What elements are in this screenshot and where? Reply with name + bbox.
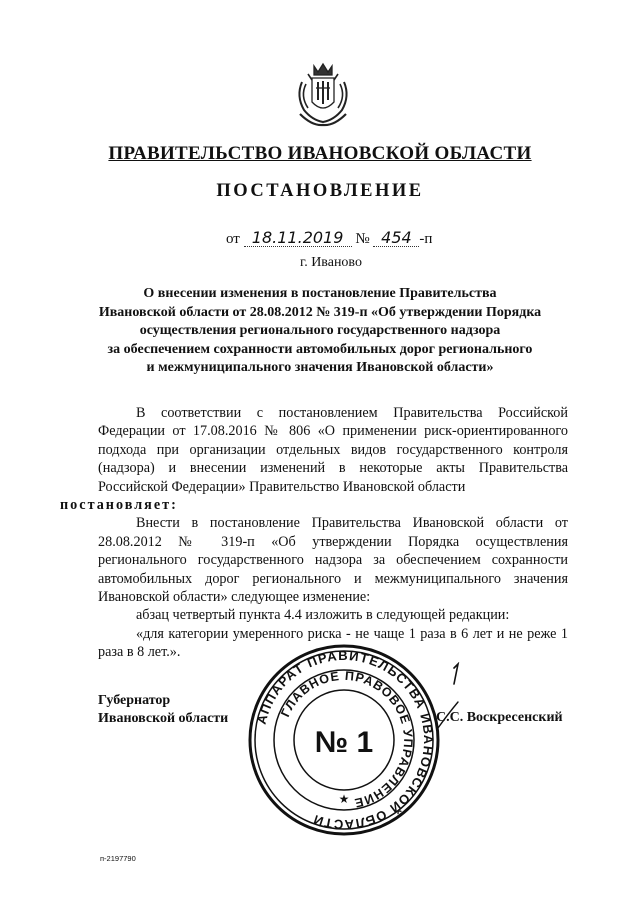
date-prefix: от <box>226 231 240 247</box>
signatory-title <box>98 692 228 728</box>
number-prefix: № <box>355 231 370 247</box>
paragraph-instruction: абзац четвертый пункта 4.4 изложить в следующей редакции: <box>136 607 510 624</box>
document-body <box>60 404 568 662</box>
signatory-name: С.С. Воскресенский <box>436 710 563 725</box>
paragraph-amendment: Внести в постановление Правительства Ивановской области от 28.08.2012 № 319-п «Об утверждении Порядка осуществления регионального государственного надзора за обеспечением сохранности автомобильных дорог регионального и межмуниципального значения Ивановской области» следующее изменение: <box>98 515 568 606</box>
subject-line: О внесении изменения в постановление Правительства <box>143 286 497 301</box>
date-value: 18.11.2019 <box>244 230 352 247</box>
number-suffix: -п <box>419 231 433 247</box>
official-stamp <box>247 643 441 837</box>
stamp-inner-text: ГЛАВНОЕ ПРАВОВОЕ УПРАВЛЕНИЕ <box>278 668 416 811</box>
city: г. Иваново <box>300 255 362 270</box>
stamp-star-icon: ★ <box>338 792 350 806</box>
stamp-number: № 1 <box>314 726 374 759</box>
number-value: 454 <box>373 230 419 247</box>
stamp-outer-text: АППАРАТ ПРАВИТЕЛЬСТВА ИВАНОВСКОЙ ОБЛАСТИ <box>253 647 437 833</box>
coat-of-arms-icon <box>292 62 354 128</box>
paragraph-new-text: «для категории умеренного риска - не чаще 1 раза в 6 лет и не реже 1 раза в 8 лет.». <box>98 625 568 661</box>
government-title: ПРАВИТЕЛЬСТВО ИВАНОВСКОЙ ОБЛАСТИ <box>108 143 532 164</box>
subject-line: и межмуниципального значения Ивановской области» <box>146 360 494 375</box>
signatory-title-line: Ивановской области <box>98 711 229 726</box>
subject-line: за обеспечением сохранности автомобильных дорог регионального <box>107 341 533 357</box>
document-code: п-2197790 <box>100 854 136 863</box>
subject-line: осуществления регионального государственного надзора <box>139 323 501 338</box>
signatory-title-line: Губернатор <box>98 693 171 708</box>
date-number-row <box>226 230 432 248</box>
document-type: ПОСТАНОВЛЕНИЕ <box>216 181 424 201</box>
subject-line: Ивановской области от 28.08.2012 № 319-п «Об утверждении Порядка <box>98 304 542 320</box>
basis-text: В соответствии с постановлением Правительства Российской Федерации от 17.08.2016 № 806 «О применении риск-ориентированного подхода при организации отдельных видов государственного контроля (надзора) и внесении изменений в некоторые акты Правительства Российской Федерации» Правительство Ивановской области <box>98 405 568 495</box>
decree-word: постановляет: <box>60 497 178 514</box>
document-subject <box>92 285 548 378</box>
paragraph-basis <box>60 404 568 514</box>
